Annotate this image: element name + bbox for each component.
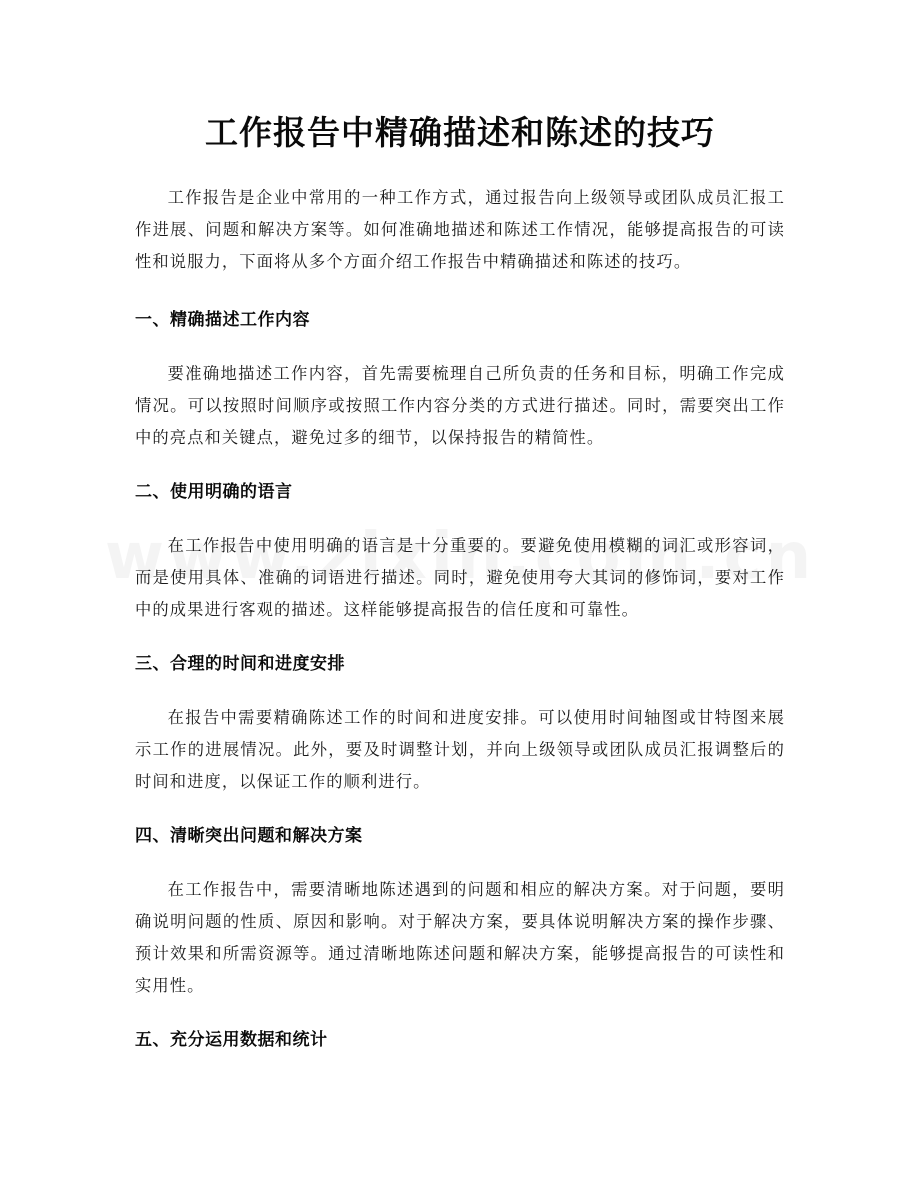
section-body-2: 在工作报告中使用明确的语言是十分重要的。要避免使用模糊的词汇或形容词，而是使用具体、准确的词语进行描述。同时，避免使用夸大其词的修饰词，要对工作中的成果进行客观的描述。这样能够提高报告的信任度和可靠性。 — [135, 536, 785, 619]
section-body-1: 要准确地描述工作内容，首先需要梳理自己所负责的任务和目标，明确工作完成情况。可以按照时间顺序或按照工作内容分类的方式进行描述。同时，需要突出工作中的亮点和关键点，避免过多的细节，以保持报告的精简性。 — [135, 364, 785, 447]
document-title: 工作报告中精确描述和陈述的技巧 — [205, 113, 715, 152]
section-heading-4: 四、清晰突出问题和解决方案 — [135, 826, 363, 846]
section-heading-2: 二、使用明确的语言 — [135, 482, 293, 502]
section-heading-3: 三、合理的时间和进度安排 — [135, 654, 345, 674]
section-body-3: 在报告中需要精确陈述工作的时间和进度安排。可以使用时间轴图或甘特图来展示工作的进展情况。此外，要及时调整计划，并向上级领导或团队成员汇报调整后的时间和进度，以保证工作的顺利进行。 — [135, 708, 785, 791]
section-heading-5: 五、充分运用数据和统计 — [135, 1030, 328, 1050]
section-heading-1: 一、精确描述工作内容 — [135, 310, 310, 330]
intro-paragraph: 工作报告是企业中常用的一种工作方式，通过报告向上级领导或团队成员汇报工作进展、问题和解决方案等。如何准确地描述和陈述工作情况，能够提高报告的可读性和说服力，下面将从多个方面介绍工作报告中精确描述和陈述的技巧。 — [135, 188, 785, 271]
section-body-4: 在工作报告中，需要清晰地陈述遇到的问题和相应的解决方案。对于问题，要明确说明问题的性质、原因和影响。对于解决方案，要具体说明解决方案的操作步骤、预计效果和所需资源等。通过清晰地陈述问题和解决方案，能够提高报告的可读性和实用性。 — [135, 880, 785, 995]
